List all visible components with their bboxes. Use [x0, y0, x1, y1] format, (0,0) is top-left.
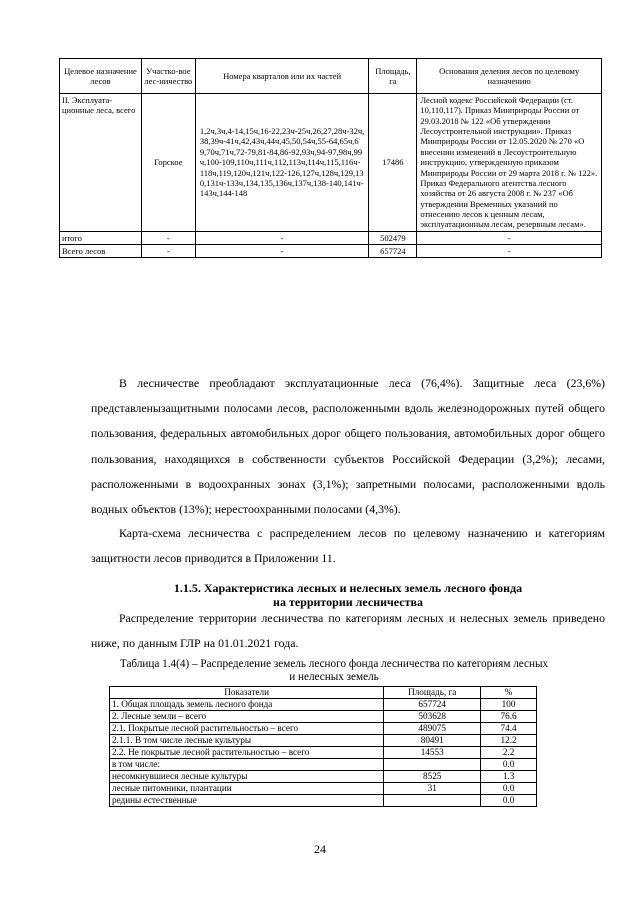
row-percent: 0.0 — [481, 759, 537, 771]
row-name: 2.1. Покрытые лесной растительностью – всего — [110, 723, 384, 735]
all-quarters: - — [195, 245, 369, 258]
total-quarters: - — [195, 231, 369, 244]
table-row — [110, 723, 537, 735]
row-percent: 100 — [481, 699, 537, 711]
total-basis: - — [417, 231, 602, 244]
page-number: 24 — [314, 842, 326, 856]
row-district: Горское — [141, 94, 195, 232]
all-district: - — [141, 245, 195, 258]
row-basis: Лесной кодекс Российской Федерации (ст. 10,110,117). Приказ Минприроды России от 29.03.2018 № 122 «Об утверждении Лесоустроительной инструкции». Приказ Минприроды России от 12.05.2020 № 270 «О внесении изменений в Лесоустроительную инструкцию, утвержденную приказом Минприроды России от 29 марта 2018 г. № 122». Приказ Федерального агентства лесного хозяйства от 26 августа 2008 г. № 237 «Об утверждении Временных указаний по отнесению лесов к ценным лесам, эксплуатационным лесам, резервным лесам». — [417, 94, 602, 232]
header-basis: Основания деления лесов по целевому назначению — [417, 59, 602, 94]
table-row — [110, 747, 537, 759]
row-percent: 74.4 — [481, 723, 537, 735]
table-row — [110, 759, 537, 771]
table-row — [110, 699, 537, 711]
row-area: 17486 — [369, 94, 417, 232]
row-name: в том числе: — [110, 759, 384, 771]
table-row — [110, 735, 537, 747]
row-name: лесные питомники, плантации — [110, 783, 384, 795]
row-name: 2.2. Не покрытые лесной растительностью – всего — [110, 747, 384, 759]
row-name: 2.1.1. В том числе лесные культуры — [110, 735, 384, 747]
row-quarters: 1,2ч,3ч,4-14,15ч,16-22,23ч-25ч,26,27,28ч-32ч,38,39ч-41ч,42,43ч,44ч,45,50,54ч,55-64,65ч,69,70ч,71ч,72-79,81-84,86-92,93ч,94-97,98ч,99ч,100-109,110ч,111ч,112,113ч,114ч,115,116ч-118ч,119,120ч,121ч,122-126,127ч,128ч,129,130,131ч-133ч,134,135,136ч,137ч,138-140,141ч-143ч,144-148 — [195, 94, 369, 232]
row-percent: 1.3 — [481, 771, 537, 783]
total-area: 502479 — [369, 231, 417, 244]
paragraph-land-distribution: Распределение территории лесничества по категориям лесных и нелесных земель приведено ниже, по данным ГЛР на 01.01.2021 года. — [91, 611, 605, 651]
table-row-all — [60, 245, 602, 258]
table-row-total — [60, 231, 602, 244]
row-name: 2. Лесные земли – всего — [110, 711, 384, 723]
table-caption-line2: и нелесных земель — [289, 671, 379, 683]
header-percent: % — [481, 687, 537, 699]
row-percent: 0.0 — [481, 795, 537, 807]
row-name: несомкнувшиеся лесные культуры — [110, 771, 384, 783]
section-heading-line1: 1.1.5. Характеристика лесных и нелесных земель лесного фонда — [173, 581, 523, 595]
total-label: итого — [60, 231, 142, 244]
row-percent: 2.2 — [481, 747, 537, 759]
land-category-table — [109, 686, 537, 807]
row-percent: 76.6 — [481, 711, 537, 723]
forest-purpose-table — [59, 58, 602, 258]
row-area: 8525 — [384, 771, 481, 783]
table-row — [110, 795, 537, 807]
row-area: 31 — [384, 783, 481, 795]
header-district: Участко-вое лес-ничество — [141, 59, 195, 94]
table-header-row — [110, 687, 537, 699]
row-area — [384, 795, 481, 807]
row-name: 1. Общая площадь земель лесного фонда — [110, 699, 384, 711]
row-area: 14553 — [384, 747, 481, 759]
row-percent: 12.2 — [481, 735, 537, 747]
all-basis: - — [417, 245, 602, 258]
row-area: 80491 — [384, 735, 481, 747]
row-name: редины естественные — [110, 795, 384, 807]
table-row — [110, 783, 537, 795]
row-percent: 0.0 — [481, 783, 537, 795]
table-caption-line1: Таблица 1.4(4) – Распределение земель лесного фонда лесничества по категориям лесных — [119, 658, 549, 670]
section-heading-line2: на территории лесничества — [273, 595, 423, 609]
header-indicator: Показатели — [110, 687, 384, 699]
row-area: 657724 — [384, 699, 481, 711]
header-quarters: Номера кварталов или их частей — [195, 59, 369, 94]
table-row — [110, 771, 537, 783]
header-purpose: Целевое назначение лесов — [60, 59, 142, 94]
header-area: Площадь, га — [384, 687, 481, 699]
all-area: 657724 — [369, 245, 417, 258]
total-district: - — [141, 231, 195, 244]
table-header-row — [60, 59, 602, 94]
table-row — [60, 94, 602, 232]
row-purpose: II. Эксплуата-ционные леса, всего — [60, 94, 142, 232]
paragraph-forest-types: В лесничестве преобладают эксплуатационные леса (76,4%). Защитные леса (23,6%) представленызащитными полосами лесов, расположенными вдоль железнодорожных путей общего пользования, федеральных автомобильных дорог общего пользования, автомобильных дорог общего пользования, находящихся в собственности субъектов Российской Федерации (3,2%); лесами, расположенными в водоохранных зонах (3,1%); запретными полосами, расположенными вдоль водных объектов (13%); нерестоохранными полосами (4,3%). — [91, 376, 605, 517]
all-label: Всего лесов — [60, 245, 142, 258]
row-area: 489075 — [384, 723, 481, 735]
row-area — [384, 759, 481, 771]
paragraph-map-reference: Карта-схема лесничества с распределением лесов по целевому назначению и категориям защитности лесов приводится в Приложении 11. — [91, 526, 605, 566]
header-area: Площадь, га — [369, 59, 417, 94]
row-area: 503628 — [384, 711, 481, 723]
table-row — [110, 711, 537, 723]
